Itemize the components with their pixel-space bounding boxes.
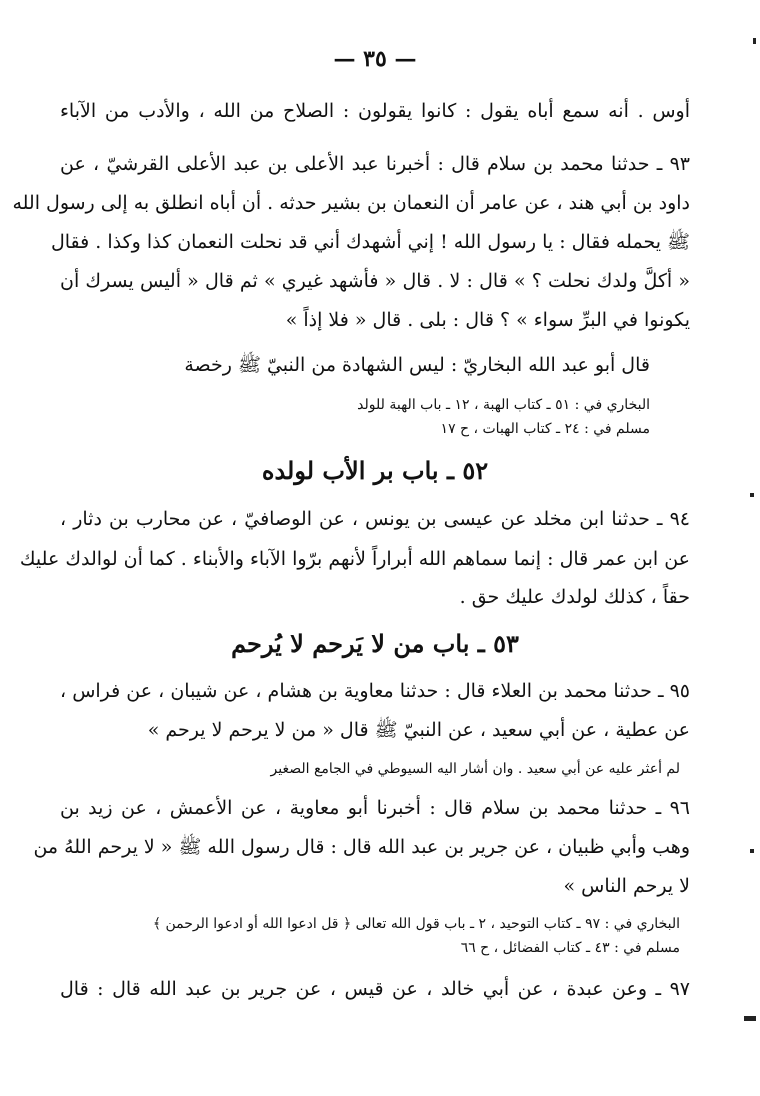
hadith-97-start: ٩٧ ـ وعن عبدة ، عن أبي خالد ، عن قيس ، عن جرير بن عبد الله قال : قال bbox=[60, 978, 690, 1000]
text-line: يكونوا في البرِّ سواء » ؟ قال : بلى . قال « فلا إذاً » bbox=[285, 309, 690, 331]
margin-mark bbox=[753, 38, 756, 44]
text-line: عن عطية ، عن أبي سعيد ، عن النبيّ ﷺ قال « من لا يرحم لا يرحم » bbox=[147, 719, 690, 741]
margin-mark bbox=[750, 493, 754, 497]
text-line: حقاً ، كذلك لولدك عليك حق . bbox=[459, 586, 690, 608]
hadith-94-start: ٩٤ ـ حدثنا ابن مخلد عن عيسى بن يونس ، عن الوصافيّ ، عن محارب بن دثار ، bbox=[60, 508, 690, 530]
text-line: داود بن أبي هند ، عن عامر أن النعمان بن بشير حدثه . أن أباه انطلق به إلى رسول الله bbox=[12, 192, 690, 214]
hadith-95-start: ٩٥ ـ حدثنا محمد بن العلاء قال : حدثنا معاوية بن هشام ، عن شيبان ، عن فراس ، bbox=[60, 680, 690, 702]
text-line: أوس . أنه سمع أباه يقول : كانوا يقولون : الصلاح من الله ، والأدب من الآباء bbox=[60, 100, 690, 122]
text-line: « أكلَّ ولدك نحلت ؟ » قال : لا . قال « فأشهد غيري » ثم قال « أليس يسرك أن bbox=[60, 270, 690, 292]
hadith-96-start: ٩٦ ـ حدثنا محمد بن سلام قال : أخبرنا أبو معاوية ، عن الأعمش ، عن زيد بن bbox=[60, 797, 690, 819]
chapter-heading-53: ٥٣ ـ باب من لا يَرحم لا يُرحم bbox=[231, 629, 519, 658]
reference-note: البخاري في : ٩٧ ـ كتاب التوحيد ، ٢ ـ باب قول الله تعالى ﴿ قل ادعوا الله أو ادعوا الرحمن ﴾ bbox=[152, 916, 680, 932]
margin-mark bbox=[750, 849, 754, 853]
reference-note: مسلم في : ٢٤ ـ كتاب الهبات ، ح ١٧ bbox=[440, 421, 650, 437]
margin-mark bbox=[744, 1016, 756, 1021]
reference-note: مسلم في : ٤٣ ـ كتاب الفضائل ، ح ٦٦ bbox=[460, 940, 680, 956]
reference-note: لم أعثر عليه عن أبي سعيد . وان أشار اليه السيوطي في الجامع الصغير bbox=[270, 761, 680, 777]
bukhari-comment: قال أبو عبد الله البخاريّ : ليس الشهادة من النبيّ ﷺ رخصة bbox=[184, 354, 650, 376]
text-line: عن ابن عمر قال : إنما سماهم الله أبراراً لأنهم برّوا الآباء والأبناء . كما أن لوالدك عليك bbox=[19, 548, 690, 570]
hadith-93-start: ٩٣ ـ حدثنا محمد بن سلام قال : أخبرنا عبد الأعلى بن عبد الأعلى القرشيّ ، عن bbox=[60, 153, 690, 175]
reference-note: البخاري في : ٥١ ـ كتاب الهبة ، ١٢ ـ باب الهبة للولد bbox=[357, 397, 650, 413]
page-number: — ٣٥ — bbox=[333, 46, 417, 72]
text-line: ﷺ يحمله فقال : يا رسول الله ! إني أشهدك أني قد نحلت النعمان كذا وكذا . فقال bbox=[50, 231, 690, 253]
text-line: لا يرحم الناس » bbox=[563, 875, 690, 897]
text-line: وهب وأبي ظبيان ، عن جرير بن عبد الله قال : قال رسول الله ﷺ « لا يرحم اللهُ من bbox=[33, 836, 690, 858]
chapter-heading-52: ٥٢ ـ باب بر الأب لولده bbox=[261, 456, 489, 485]
